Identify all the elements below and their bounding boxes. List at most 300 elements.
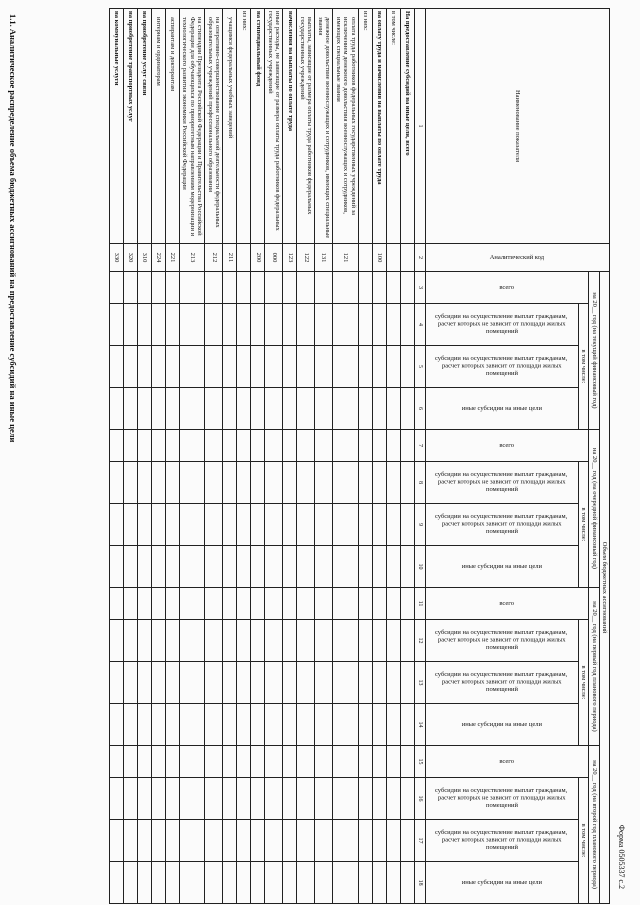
value-cell[interactable] xyxy=(283,778,297,820)
value-cell[interactable] xyxy=(358,546,372,588)
value-cell[interactable] xyxy=(138,746,152,778)
value-cell[interactable] xyxy=(251,862,265,904)
value-cell[interactable] xyxy=(265,862,283,904)
value-cell[interactable] xyxy=(110,662,124,704)
value-cell[interactable] xyxy=(138,862,152,904)
value-cell[interactable] xyxy=(400,388,414,430)
value-cell[interactable] xyxy=(400,272,414,304)
value-cell[interactable] xyxy=(110,430,124,462)
value-cell[interactable] xyxy=(124,346,138,388)
value-cell[interactable] xyxy=(400,546,414,588)
value-cell[interactable] xyxy=(297,662,315,704)
value-cell[interactable] xyxy=(372,620,386,662)
value-cell[interactable] xyxy=(180,430,205,462)
value-cell[interactable] xyxy=(110,862,124,904)
value-cell[interactable] xyxy=(223,272,237,304)
value-cell[interactable] xyxy=(223,388,237,430)
value-cell[interactable] xyxy=(237,862,251,904)
value-cell[interactable] xyxy=(138,820,152,862)
value-cell[interactable] xyxy=(386,504,400,546)
value-cell[interactable] xyxy=(283,662,297,704)
value-cell[interactable] xyxy=(152,504,166,546)
value-cell[interactable] xyxy=(138,588,152,620)
value-cell[interactable] xyxy=(333,272,358,304)
value-cell[interactable] xyxy=(124,272,138,304)
value-cell[interactable] xyxy=(358,620,372,662)
value-cell[interactable] xyxy=(358,820,372,862)
value-cell[interactable] xyxy=(237,746,251,778)
value-cell[interactable] xyxy=(152,388,166,430)
value-cell[interactable] xyxy=(333,462,358,504)
value-cell[interactable] xyxy=(297,820,315,862)
value-cell[interactable] xyxy=(297,304,315,346)
value-cell[interactable] xyxy=(237,504,251,546)
value-cell[interactable] xyxy=(372,272,386,304)
value-cell[interactable] xyxy=(166,746,180,778)
value-cell[interactable] xyxy=(223,862,237,904)
value-cell[interactable] xyxy=(166,662,180,704)
value-cell[interactable] xyxy=(223,504,237,546)
value-cell[interactable] xyxy=(251,820,265,862)
value-cell[interactable] xyxy=(315,862,333,904)
value-cell[interactable] xyxy=(265,704,283,746)
value-cell[interactable] xyxy=(297,746,315,778)
value-cell[interactable] xyxy=(110,704,124,746)
value-cell[interactable] xyxy=(283,820,297,862)
value-cell[interactable] xyxy=(152,346,166,388)
value-cell[interactable] xyxy=(110,546,124,588)
value-cell[interactable] xyxy=(297,430,315,462)
value-cell[interactable] xyxy=(251,462,265,504)
value-cell[interactable] xyxy=(251,304,265,346)
value-cell[interactable] xyxy=(251,546,265,588)
value-cell[interactable] xyxy=(205,746,223,778)
value-cell[interactable] xyxy=(237,304,251,346)
value-cell[interactable] xyxy=(333,304,358,346)
value-cell[interactable] xyxy=(205,304,223,346)
value-cell[interactable] xyxy=(358,588,372,620)
value-cell[interactable] xyxy=(237,388,251,430)
value-cell[interactable] xyxy=(180,704,205,746)
value-cell[interactable] xyxy=(400,820,414,862)
value-cell[interactable] xyxy=(152,620,166,662)
value-cell[interactable] xyxy=(283,346,297,388)
value-cell[interactable] xyxy=(372,662,386,704)
value-cell[interactable] xyxy=(166,430,180,462)
value-cell[interactable] xyxy=(372,704,386,746)
value-cell[interactable] xyxy=(315,662,333,704)
value-cell[interactable] xyxy=(297,620,315,662)
value-cell[interactable] xyxy=(265,546,283,588)
value-cell[interactable] xyxy=(315,778,333,820)
value-cell[interactable] xyxy=(265,778,283,820)
value-cell[interactable] xyxy=(297,862,315,904)
value-cell[interactable] xyxy=(358,462,372,504)
value-cell[interactable] xyxy=(237,546,251,588)
value-cell[interactable] xyxy=(265,504,283,546)
value-cell[interactable] xyxy=(223,662,237,704)
value-cell[interactable] xyxy=(372,388,386,430)
value-cell[interactable] xyxy=(251,272,265,304)
value-cell[interactable] xyxy=(333,504,358,546)
value-cell[interactable] xyxy=(124,388,138,430)
value-cell[interactable] xyxy=(358,272,372,304)
value-cell[interactable] xyxy=(283,588,297,620)
value-cell[interactable] xyxy=(265,746,283,778)
value-cell[interactable] xyxy=(315,346,333,388)
value-cell[interactable] xyxy=(315,304,333,346)
value-cell[interactable] xyxy=(400,746,414,778)
value-cell[interactable] xyxy=(372,430,386,462)
value-cell[interactable] xyxy=(283,272,297,304)
value-cell[interactable] xyxy=(110,272,124,304)
value-cell[interactable] xyxy=(251,662,265,704)
value-cell[interactable] xyxy=(283,462,297,504)
value-cell[interactable] xyxy=(138,430,152,462)
value-cell[interactable] xyxy=(372,588,386,620)
value-cell[interactable] xyxy=(152,820,166,862)
value-cell[interactable] xyxy=(251,430,265,462)
value-cell[interactable] xyxy=(180,588,205,620)
value-cell[interactable] xyxy=(138,778,152,820)
value-cell[interactable] xyxy=(237,346,251,388)
value-cell[interactable] xyxy=(251,588,265,620)
value-cell[interactable] xyxy=(297,546,315,588)
value-cell[interactable] xyxy=(333,346,358,388)
value-cell[interactable] xyxy=(400,862,414,904)
value-cell[interactable] xyxy=(138,346,152,388)
value-cell[interactable] xyxy=(386,346,400,388)
value-cell[interactable] xyxy=(358,430,372,462)
value-cell[interactable] xyxy=(372,462,386,504)
value-cell[interactable] xyxy=(166,862,180,904)
value-cell[interactable] xyxy=(110,588,124,620)
value-cell[interactable] xyxy=(297,588,315,620)
value-cell[interactable] xyxy=(386,272,400,304)
value-cell[interactable] xyxy=(180,778,205,820)
value-cell[interactable] xyxy=(205,462,223,504)
value-cell[interactable] xyxy=(138,546,152,588)
value-cell[interactable] xyxy=(237,588,251,620)
value-cell[interactable] xyxy=(400,504,414,546)
value-cell[interactable] xyxy=(205,620,223,662)
value-cell[interactable] xyxy=(251,704,265,746)
value-cell[interactable] xyxy=(124,746,138,778)
value-cell[interactable] xyxy=(124,546,138,588)
value-cell[interactable] xyxy=(205,820,223,862)
value-cell[interactable] xyxy=(400,620,414,662)
value-cell[interactable] xyxy=(124,504,138,546)
value-cell[interactable] xyxy=(283,746,297,778)
value-cell[interactable] xyxy=(265,662,283,704)
value-cell[interactable] xyxy=(251,346,265,388)
value-cell[interactable] xyxy=(333,704,358,746)
value-cell[interactable] xyxy=(152,862,166,904)
value-cell[interactable] xyxy=(315,746,333,778)
value-cell[interactable] xyxy=(223,462,237,504)
value-cell[interactable] xyxy=(400,304,414,346)
value-cell[interactable] xyxy=(283,304,297,346)
value-cell[interactable] xyxy=(297,778,315,820)
value-cell[interactable] xyxy=(358,778,372,820)
value-cell[interactable] xyxy=(124,662,138,704)
value-cell[interactable] xyxy=(400,662,414,704)
value-cell[interactable] xyxy=(237,778,251,820)
value-cell[interactable] xyxy=(205,662,223,704)
value-cell[interactable] xyxy=(110,304,124,346)
value-cell[interactable] xyxy=(386,430,400,462)
value-cell[interactable] xyxy=(180,620,205,662)
value-cell[interactable] xyxy=(180,504,205,546)
value-cell[interactable] xyxy=(386,588,400,620)
value-cell[interactable] xyxy=(124,620,138,662)
value-cell[interactable] xyxy=(205,546,223,588)
value-cell[interactable] xyxy=(110,346,124,388)
value-cell[interactable] xyxy=(315,388,333,430)
value-cell[interactable] xyxy=(166,704,180,746)
value-cell[interactable] xyxy=(315,462,333,504)
value-cell[interactable] xyxy=(124,820,138,862)
value-cell[interactable] xyxy=(205,272,223,304)
value-cell[interactable] xyxy=(386,704,400,746)
value-cell[interactable] xyxy=(265,304,283,346)
value-cell[interactable] xyxy=(205,388,223,430)
value-cell[interactable] xyxy=(400,704,414,746)
value-cell[interactable] xyxy=(124,704,138,746)
value-cell[interactable] xyxy=(333,620,358,662)
value-cell[interactable] xyxy=(124,304,138,346)
value-cell[interactable] xyxy=(372,778,386,820)
value-cell[interactable] xyxy=(283,546,297,588)
value-cell[interactable] xyxy=(315,504,333,546)
value-cell[interactable] xyxy=(386,304,400,346)
value-cell[interactable] xyxy=(180,746,205,778)
value-cell[interactable] xyxy=(400,430,414,462)
value-cell[interactable] xyxy=(180,462,205,504)
value-cell[interactable] xyxy=(223,704,237,746)
value-cell[interactable] xyxy=(372,820,386,862)
value-cell[interactable] xyxy=(237,704,251,746)
value-cell[interactable] xyxy=(152,272,166,304)
value-cell[interactable] xyxy=(180,346,205,388)
value-cell[interactable] xyxy=(297,272,315,304)
value-cell[interactable] xyxy=(166,620,180,662)
value-cell[interactable] xyxy=(237,462,251,504)
value-cell[interactable] xyxy=(205,430,223,462)
value-cell[interactable] xyxy=(372,746,386,778)
value-cell[interactable] xyxy=(180,388,205,430)
value-cell[interactable] xyxy=(205,346,223,388)
value-cell[interactable] xyxy=(223,820,237,862)
value-cell[interactable] xyxy=(205,778,223,820)
value-cell[interactable] xyxy=(400,778,414,820)
value-cell[interactable] xyxy=(166,504,180,546)
value-cell[interactable] xyxy=(400,462,414,504)
value-cell[interactable] xyxy=(237,272,251,304)
value-cell[interactable] xyxy=(166,588,180,620)
value-cell[interactable] xyxy=(315,588,333,620)
value-cell[interactable] xyxy=(138,662,152,704)
value-cell[interactable] xyxy=(110,746,124,778)
value-cell[interactable] xyxy=(152,778,166,820)
value-cell[interactable] xyxy=(223,304,237,346)
value-cell[interactable] xyxy=(265,272,283,304)
value-cell[interactable] xyxy=(166,304,180,346)
value-cell[interactable] xyxy=(372,862,386,904)
value-cell[interactable] xyxy=(166,388,180,430)
value-cell[interactable] xyxy=(400,588,414,620)
value-cell[interactable] xyxy=(297,504,315,546)
value-cell[interactable] xyxy=(315,820,333,862)
value-cell[interactable] xyxy=(124,778,138,820)
value-cell[interactable] xyxy=(386,546,400,588)
value-cell[interactable] xyxy=(223,546,237,588)
value-cell[interactable] xyxy=(124,462,138,504)
value-cell[interactable] xyxy=(180,662,205,704)
value-cell[interactable] xyxy=(152,462,166,504)
value-cell[interactable] xyxy=(358,662,372,704)
value-cell[interactable] xyxy=(152,304,166,346)
value-cell[interactable] xyxy=(386,778,400,820)
value-cell[interactable] xyxy=(333,820,358,862)
value-cell[interactable] xyxy=(152,704,166,746)
value-cell[interactable] xyxy=(251,746,265,778)
value-cell[interactable] xyxy=(333,430,358,462)
value-cell[interactable] xyxy=(265,620,283,662)
value-cell[interactable] xyxy=(180,862,205,904)
value-cell[interactable] xyxy=(205,504,223,546)
value-cell[interactable] xyxy=(152,546,166,588)
value-cell[interactable] xyxy=(166,346,180,388)
value-cell[interactable] xyxy=(315,704,333,746)
value-cell[interactable] xyxy=(110,778,124,820)
value-cell[interactable] xyxy=(358,746,372,778)
value-cell[interactable] xyxy=(315,620,333,662)
value-cell[interactable] xyxy=(333,588,358,620)
value-cell[interactable] xyxy=(333,662,358,704)
value-cell[interactable] xyxy=(333,862,358,904)
value-cell[interactable] xyxy=(372,546,386,588)
value-cell[interactable] xyxy=(166,462,180,504)
value-cell[interactable] xyxy=(265,588,283,620)
value-cell[interactable] xyxy=(315,430,333,462)
value-cell[interactable] xyxy=(138,462,152,504)
value-cell[interactable] xyxy=(152,588,166,620)
value-cell[interactable] xyxy=(223,430,237,462)
value-cell[interactable] xyxy=(283,430,297,462)
value-cell[interactable] xyxy=(358,304,372,346)
value-cell[interactable] xyxy=(265,388,283,430)
value-cell[interactable] xyxy=(315,272,333,304)
value-cell[interactable] xyxy=(237,820,251,862)
value-cell[interactable] xyxy=(223,346,237,388)
value-cell[interactable] xyxy=(297,704,315,746)
value-cell[interactable] xyxy=(283,388,297,430)
value-cell[interactable] xyxy=(265,430,283,462)
value-cell[interactable] xyxy=(124,430,138,462)
value-cell[interactable] xyxy=(283,620,297,662)
value-cell[interactable] xyxy=(358,504,372,546)
value-cell[interactable] xyxy=(333,746,358,778)
value-cell[interactable] xyxy=(251,778,265,820)
value-cell[interactable] xyxy=(110,820,124,862)
value-cell[interactable] xyxy=(166,272,180,304)
value-cell[interactable] xyxy=(297,388,315,430)
value-cell[interactable] xyxy=(237,620,251,662)
value-cell[interactable] xyxy=(386,388,400,430)
value-cell[interactable] xyxy=(283,862,297,904)
value-cell[interactable] xyxy=(223,746,237,778)
value-cell[interactable] xyxy=(110,388,124,430)
value-cell[interactable] xyxy=(372,304,386,346)
value-cell[interactable] xyxy=(180,820,205,862)
value-cell[interactable] xyxy=(297,462,315,504)
value-cell[interactable] xyxy=(110,620,124,662)
value-cell[interactable] xyxy=(386,620,400,662)
value-cell[interactable] xyxy=(180,304,205,346)
value-cell[interactable] xyxy=(386,862,400,904)
value-cell[interactable] xyxy=(205,862,223,904)
value-cell[interactable] xyxy=(358,388,372,430)
value-cell[interactable] xyxy=(110,504,124,546)
value-cell[interactable] xyxy=(124,862,138,904)
value-cell[interactable] xyxy=(315,546,333,588)
value-cell[interactable] xyxy=(372,346,386,388)
value-cell[interactable] xyxy=(251,388,265,430)
value-cell[interactable] xyxy=(152,662,166,704)
value-cell[interactable] xyxy=(110,462,124,504)
value-cell[interactable] xyxy=(283,504,297,546)
value-cell[interactable] xyxy=(205,588,223,620)
value-cell[interactable] xyxy=(138,272,152,304)
value-cell[interactable] xyxy=(166,820,180,862)
value-cell[interactable] xyxy=(386,746,400,778)
value-cell[interactable] xyxy=(223,588,237,620)
value-cell[interactable] xyxy=(400,346,414,388)
value-cell[interactable] xyxy=(223,620,237,662)
value-cell[interactable] xyxy=(138,304,152,346)
value-cell[interactable] xyxy=(205,704,223,746)
value-cell[interactable] xyxy=(283,704,297,746)
value-cell[interactable] xyxy=(265,346,283,388)
value-cell[interactable] xyxy=(333,778,358,820)
value-cell[interactable] xyxy=(180,272,205,304)
value-cell[interactable] xyxy=(166,778,180,820)
value-cell[interactable] xyxy=(152,430,166,462)
value-cell[interactable] xyxy=(358,346,372,388)
value-cell[interactable] xyxy=(138,388,152,430)
value-cell[interactable] xyxy=(138,620,152,662)
value-cell[interactable] xyxy=(237,430,251,462)
value-cell[interactable] xyxy=(297,346,315,388)
value-cell[interactable] xyxy=(333,546,358,588)
value-cell[interactable] xyxy=(358,704,372,746)
value-cell[interactable] xyxy=(265,820,283,862)
value-cell[interactable] xyxy=(358,862,372,904)
value-cell[interactable] xyxy=(333,388,358,430)
value-cell[interactable] xyxy=(265,462,283,504)
value-cell[interactable] xyxy=(386,662,400,704)
value-cell[interactable] xyxy=(372,504,386,546)
value-cell[interactable] xyxy=(251,620,265,662)
value-cell[interactable] xyxy=(152,746,166,778)
value-cell[interactable] xyxy=(386,462,400,504)
value-cell[interactable] xyxy=(251,504,265,546)
value-cell[interactable] xyxy=(237,662,251,704)
value-cell[interactable] xyxy=(138,504,152,546)
value-cell[interactable] xyxy=(124,588,138,620)
value-cell[interactable] xyxy=(138,704,152,746)
